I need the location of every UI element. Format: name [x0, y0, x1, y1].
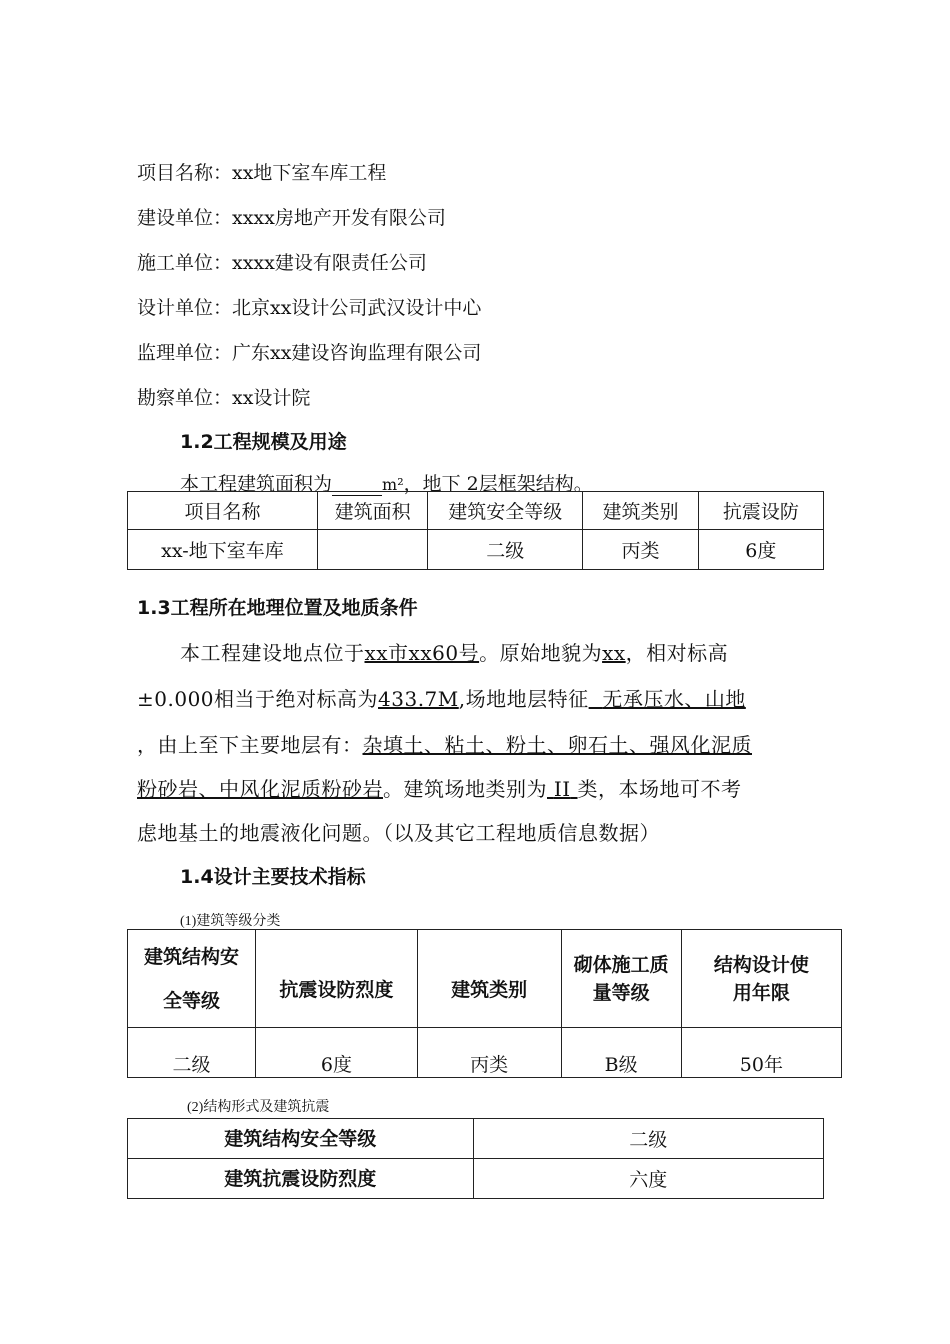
- geo-para-line-4: [137, 773, 742, 802]
- geo-text: 。建筑场地类别为: [383, 777, 547, 801]
- site-class: [547, 777, 578, 801]
- absolute-elevation: 433.7M: [378, 687, 459, 711]
- section-1-4-heading: 1.4设计主要技术指标: [180, 866, 366, 888]
- strata-list-cont: 粉砂岩、中风化泥质粉砂岩: [137, 777, 383, 801]
- hdr-category: [417, 930, 561, 1028]
- area-unit: m²: [382, 475, 404, 494]
- hdr-seismic-intensity: [256, 930, 418, 1028]
- value-seismic-intensity: 六度: [473, 1159, 824, 1199]
- hdr-masonry-quality-text: 砌体施工质量等级: [573, 953, 669, 1004]
- section-1-2-heading: 1.2工程规模及用途: [180, 431, 347, 453]
- cell-seismic-intensity: 6度: [256, 1028, 418, 1078]
- label-structure-safety: 建筑结构安全等级: [128, 1119, 474, 1159]
- col-area: 建筑面积: [317, 492, 427, 530]
- structure-text: ，地下 2层框架结构。: [403, 473, 593, 495]
- site-class-text: II: [553, 777, 571, 801]
- geo-text: 本工程建设地点位于: [180, 641, 365, 665]
- geo-text: ，相对标高: [625, 641, 729, 665]
- structure-seismic-table: [127, 1118, 824, 1199]
- hdr-masonry-quality: [561, 930, 681, 1028]
- cell-structure-safety: 二级: [128, 1028, 256, 1078]
- cell-category: 丙类: [583, 530, 698, 570]
- landform: xx: [602, 641, 626, 665]
- surveyor-line: 勘察单位：xx设计院: [137, 387, 311, 409]
- table-caption-2: (2)结构形式及建筑抗震: [187, 1100, 330, 1115]
- geo-para-line-5: 虑地基土的地震液化问题。（以及其它工程地质信息数据）: [137, 821, 660, 845]
- cell-masonry-quality: B级: [561, 1028, 681, 1078]
- value-structure-safety: 二级: [473, 1119, 824, 1159]
- grade-table: [127, 929, 842, 1078]
- hdr-seismic-intensity-text: 抗震设防烈度: [279, 978, 394, 1001]
- section-1-3-heading: 1.3工程所在地理位置及地质条件: [137, 597, 418, 619]
- hdr-structure-safety-text: 建筑结构安全等级: [144, 945, 240, 1012]
- hdr-design-life: [681, 930, 841, 1028]
- geo-text: 。原始地貌为: [479, 641, 603, 665]
- contractor-line: 施工单位：xxxx建设有限责任公司: [137, 252, 427, 274]
- developer-line: 建设单位：xxxx房地产开发有限公司: [137, 207, 446, 229]
- stratum-feature: [589, 687, 746, 711]
- stratum-feature-text: 无承压水、山地: [602, 687, 746, 711]
- strata-list: 杂填土、粘土、粉土、卵石土、强风化泥质: [362, 733, 752, 757]
- site-location: xx市xx60号: [364, 641, 480, 665]
- col-safety-level: 建筑安全等级: [428, 492, 583, 530]
- area-text: 本工程建筑面积为: [180, 473, 333, 495]
- hdr-structure-safety: [128, 930, 256, 1028]
- hdr-design-life-text: 结构设计使用年限: [713, 953, 809, 1004]
- supervisor-line: 监理单位：广东xx建设咨询监理有限公司: [137, 342, 482, 364]
- cell-design-life: 50年: [681, 1028, 841, 1078]
- geo-text: 类，本场地可不考: [577, 777, 742, 801]
- cell-safety-level: 二级: [428, 530, 583, 570]
- cell-category: 丙类: [417, 1028, 561, 1078]
- geo-text: ±0.000相当于绝对标高为: [137, 687, 379, 711]
- col-seismic: 抗震设防: [698, 492, 823, 530]
- col-project-name: 项目名称: [128, 492, 318, 530]
- table-caption-1: (1)建筑等级分类: [180, 914, 281, 929]
- geo-text: ,场地地层特征: [458, 687, 589, 711]
- project-name-line: 项目名称：xx地下室车库工程: [137, 162, 387, 184]
- cell-area: [317, 530, 427, 570]
- geo-para-line-3: [137, 729, 752, 758]
- scale-table: [127, 491, 824, 570]
- col-category: 建筑类别: [583, 492, 698, 530]
- geo-para-line-1: [180, 637, 728, 666]
- hdr-category-text: 建筑类别: [451, 978, 528, 1001]
- cell-project-name: xx-地下室车库: [128, 530, 318, 570]
- geo-para-line-2: [137, 683, 746, 712]
- cell-seismic: 6度: [698, 530, 823, 570]
- designer-line: 设计单位：北京xx设计公司武汉设计中心: [137, 297, 482, 319]
- label-seismic-intensity: 建筑抗震设防烈度: [128, 1159, 474, 1199]
- geo-text: ，由上至下主要地层有：: [137, 733, 363, 757]
